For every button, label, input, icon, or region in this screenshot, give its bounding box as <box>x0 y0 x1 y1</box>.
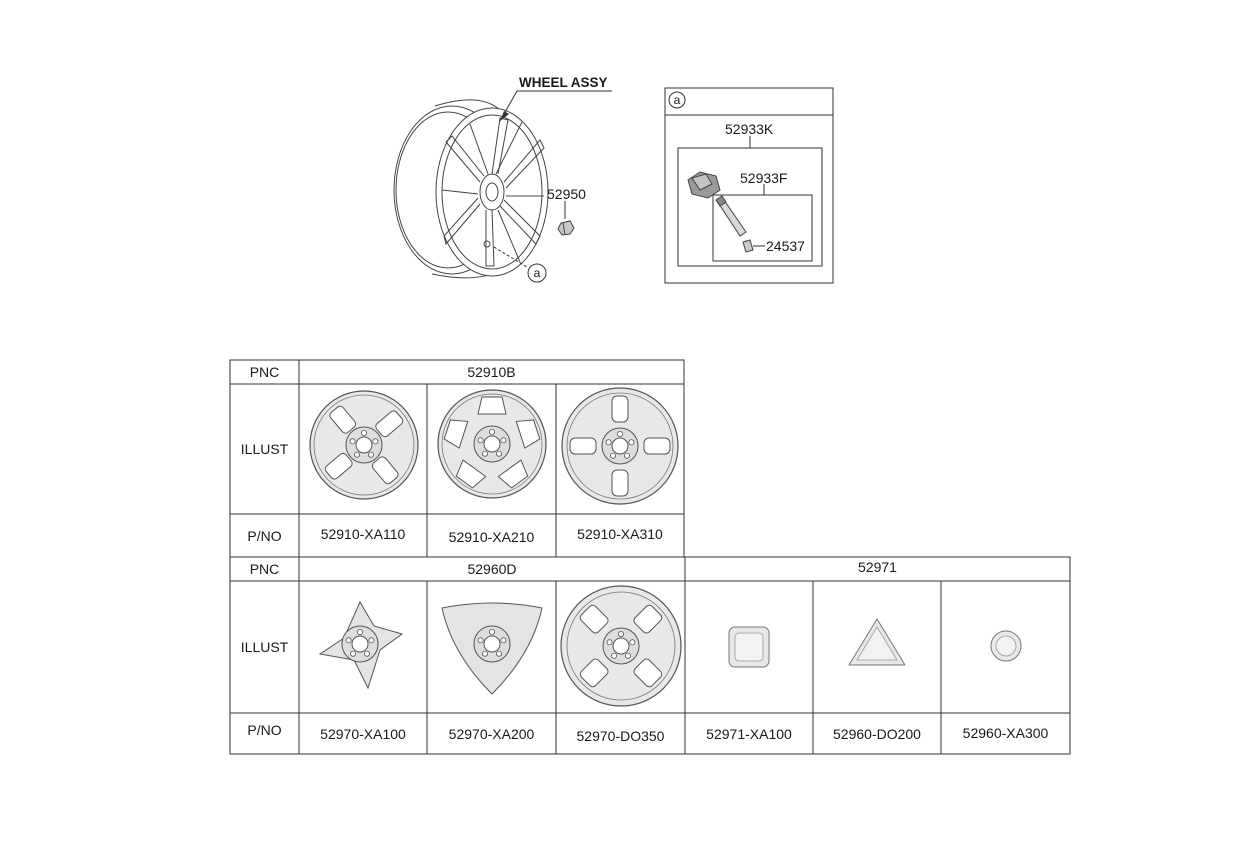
t2-part-number: 52960-DO200 <box>833 725 921 742</box>
hubcap-illustration <box>561 586 681 706</box>
detail-callout-label: a <box>673 93 681 107</box>
t2-part-number: 52960-XA300 <box>962 724 1049 741</box>
t1-pnc-value: 52910B <box>467 364 516 380</box>
t2-pnc-header: PNC <box>249 561 280 577</box>
hubcap-illustration <box>442 603 542 694</box>
detail-outer-part-label: 52933K <box>725 121 774 137</box>
center-cap-illustration <box>729 627 769 667</box>
hubcap-illustration <box>320 602 402 688</box>
callout-a-label: a <box>533 266 541 280</box>
t1-illust-header: ILLUST <box>240 441 289 457</box>
wheel-illustration <box>310 391 418 499</box>
t1-part-number: 52910-XA310 <box>577 526 663 542</box>
wheel-illustration <box>562 388 678 504</box>
nut-part-label: 52950 <box>547 186 586 202</box>
center-cap-illustration <box>991 631 1021 661</box>
t2-pnc-value-b: 52971 <box>858 559 897 575</box>
t1-pno-header: P/NO <box>247 527 282 544</box>
center-cap-illustration <box>849 619 905 665</box>
t2-pno-header: P/NO <box>247 722 282 738</box>
t2-part-number: 52970-DO350 <box>576 727 665 744</box>
t2-part-number: 52971-XA100 <box>706 725 792 742</box>
detail-mid-part-label: 52933F <box>740 170 788 186</box>
t2-illust-header: ILLUST <box>240 639 289 655</box>
t2-part-number: 52970-XA200 <box>448 725 535 742</box>
t1-pnc-header: PNC <box>249 364 280 380</box>
t1-part-number: 52910-XA210 <box>448 529 535 545</box>
t1-part-number: 52910-XA110 <box>320 526 406 542</box>
detail-inner-part-label: 24537 <box>766 238 805 254</box>
wheel-assy-label: WHEEL ASSY <box>519 75 608 90</box>
wheel-illustration <box>438 390 546 498</box>
t2-part-number: 52970-XA100 <box>320 725 406 742</box>
t2-pnc-value-a: 52960D <box>467 561 517 577</box>
